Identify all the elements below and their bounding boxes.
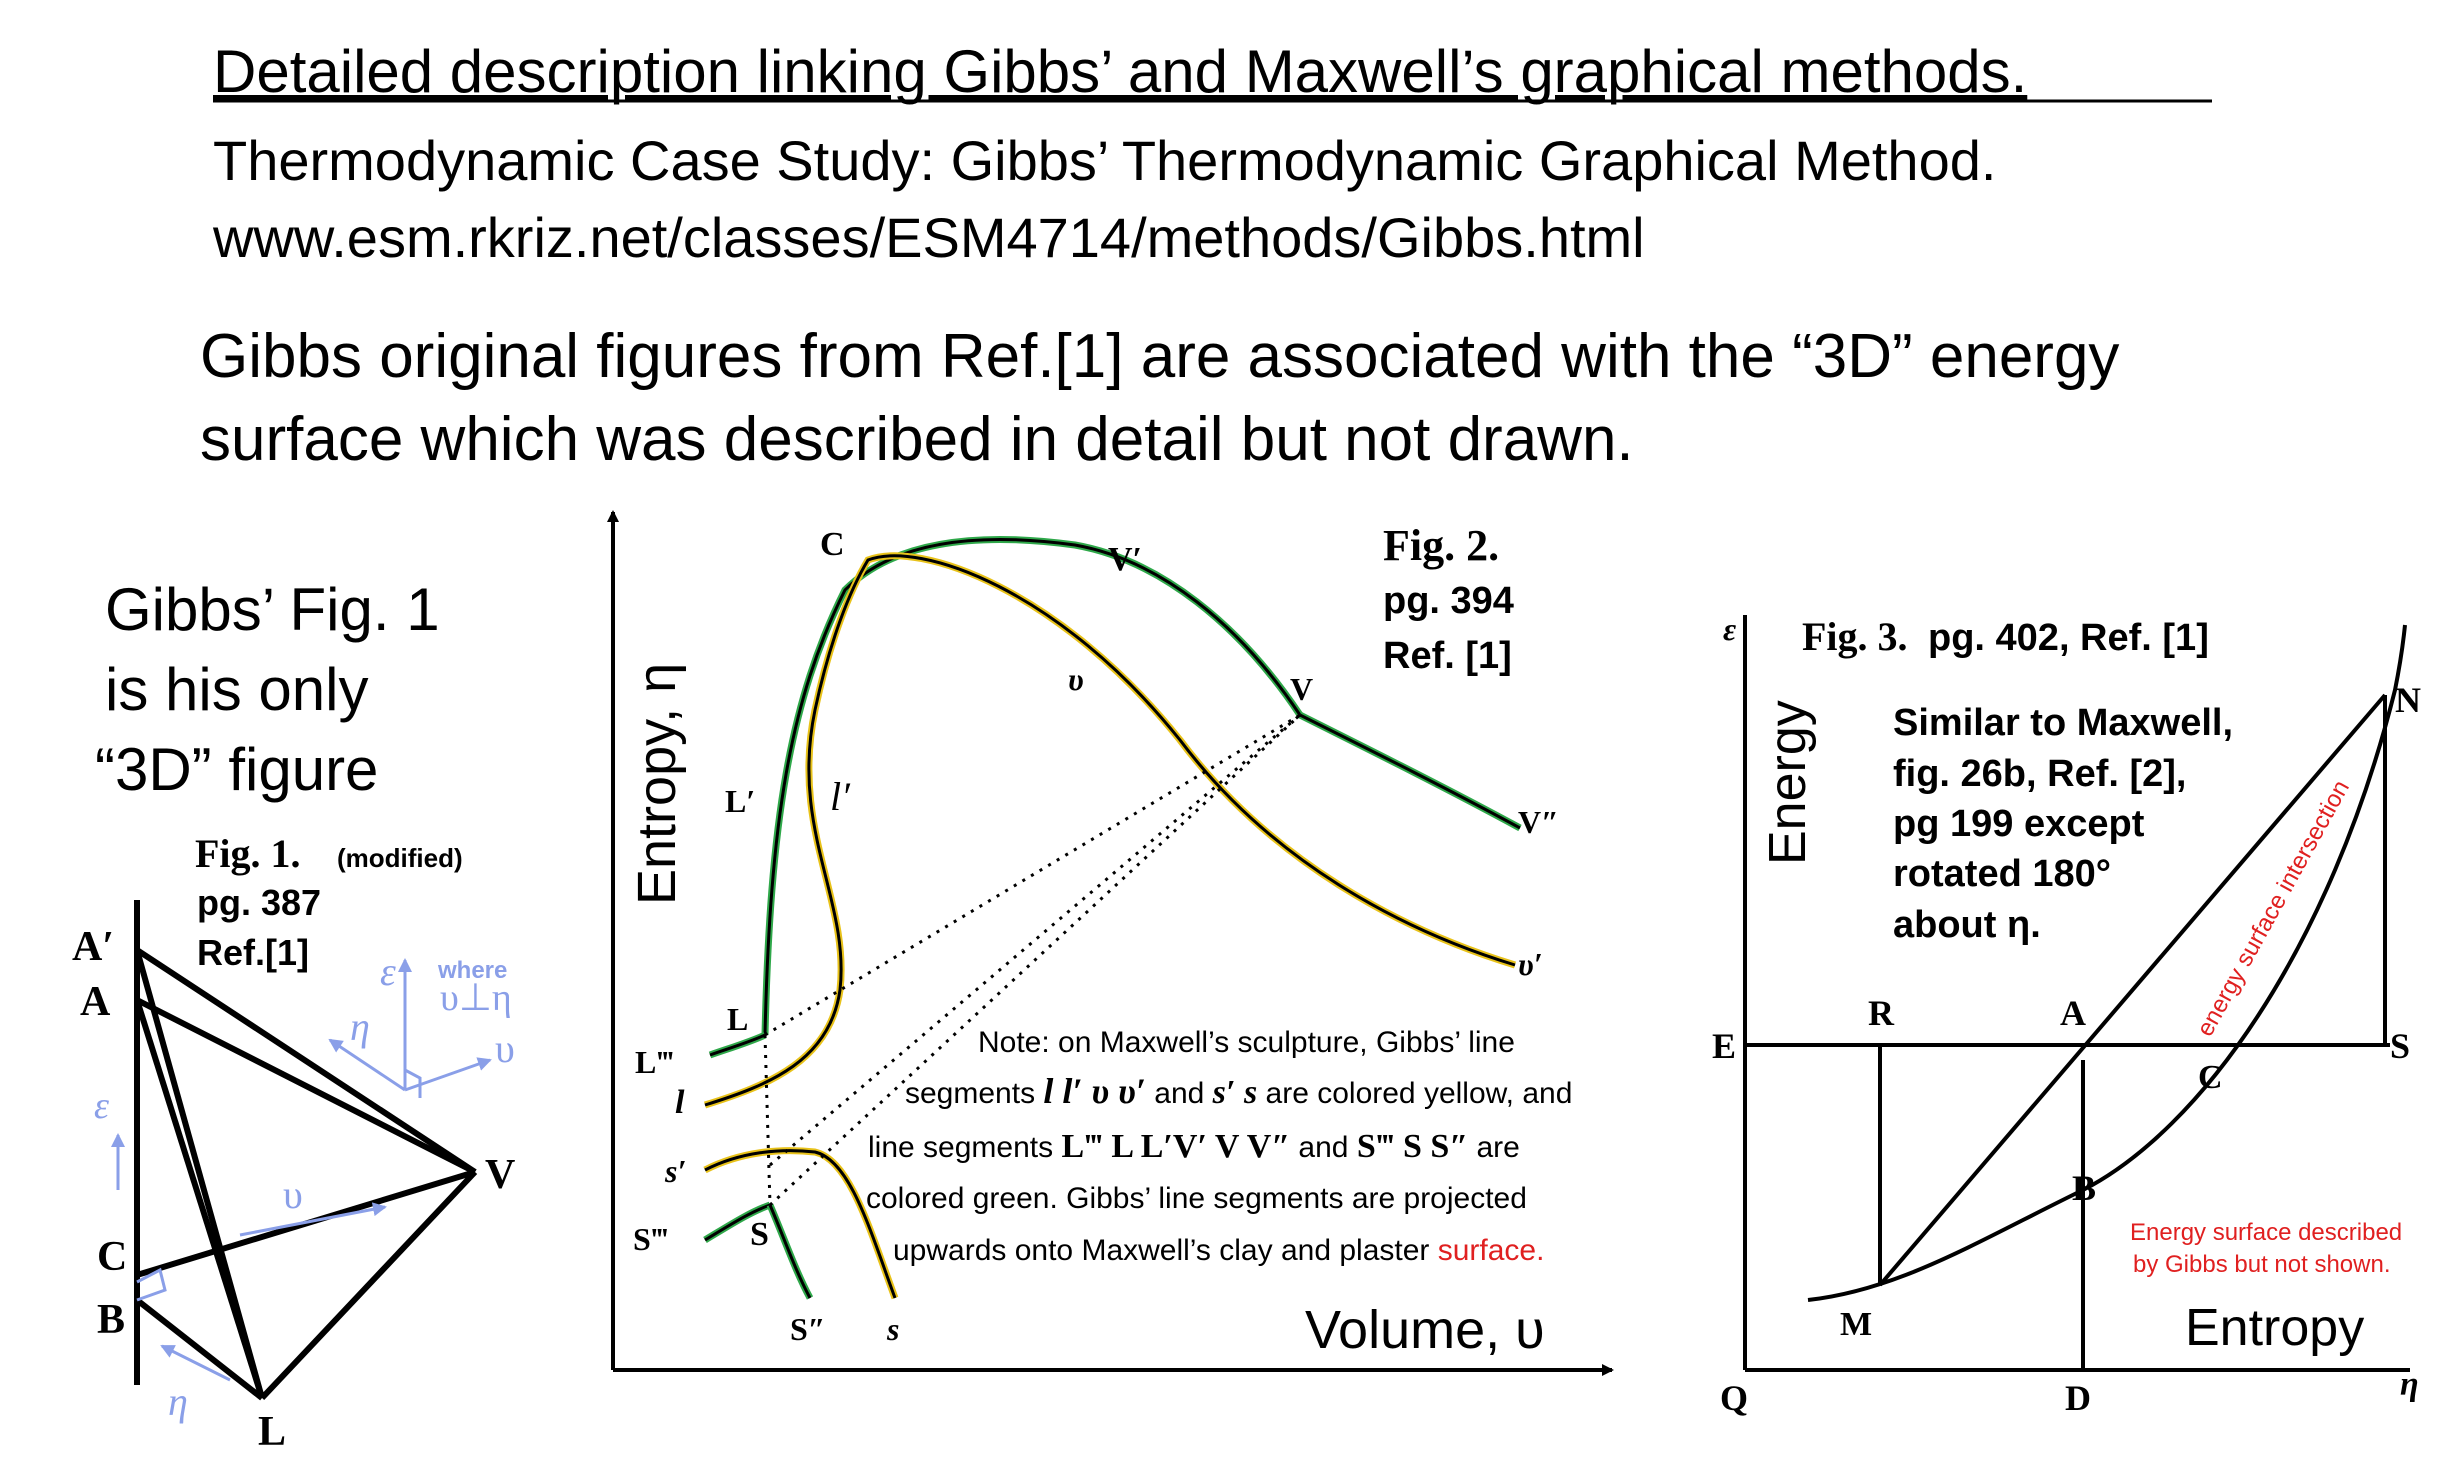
header-url: www.esm.rkriz.net/classes/ESM4714/methods/Gibbs.html	[213, 206, 1645, 269]
figure-2	[613, 512, 1612, 1370]
fig3-xlabel: Entropy	[2185, 1299, 2365, 1357]
fig2-note-line-4: colored green. Gibbs’ line segments are projected	[866, 1182, 1527, 1215]
fig3-desc-4: rotated 180°	[1893, 853, 2111, 895]
fig2-caption-ref: Ref. [1]	[1383, 635, 1512, 677]
fig2-point-lprime: l′	[830, 774, 850, 819]
fig3-point-A: A	[2060, 993, 2086, 1033]
fig3-point-M: M	[1840, 1306, 1873, 1343]
fig1-note-line-2: is his only	[105, 656, 369, 723]
fig3-point-E: E	[1712, 1026, 1737, 1066]
fig1-point-C: C	[97, 1234, 128, 1280]
fig2-point-s1: s′	[665, 1153, 687, 1189]
fig2-point-v2: υ′	[1518, 946, 1543, 982]
fig3-axis-eta: η	[2400, 1366, 2419, 1403]
fig1-edge-A-L	[137, 1000, 262, 1398]
fig3-desc-1: Similar to Maxwell,	[1893, 702, 2233, 744]
fig1-eta-label: η	[168, 1379, 188, 1424]
fig1-point-L: L	[258, 1409, 287, 1455]
fig2-curve-V-V2-black	[1300, 715, 1520, 828]
fig1-note-line-3: “3D” figure	[95, 736, 379, 803]
fig2-point-V: V	[1290, 671, 1314, 707]
fig3-desc-5: about η.	[1893, 904, 2041, 946]
fig1-triad-nu: υ	[495, 1026, 515, 1071]
intro-line-2: surface which was described in detail but not drawn.	[200, 405, 1634, 474]
fig1-nu-label: υ	[283, 1172, 303, 1217]
fig3-intersection-label: energy surface intersection	[2191, 775, 2355, 1041]
fig1-triad-eta: η	[350, 1004, 370, 1049]
fig2-point-Vprime: V′	[1108, 541, 1143, 578]
header-title: Detailed description linking Gibbs’ and Maxwell’s graphical methods.	[213, 38, 2028, 105]
fig1-caption-modified: (modified)	[337, 843, 463, 873]
fig3-desc-2: fig. 26b, Ref. [2],	[1893, 753, 2187, 795]
fig2-note-line-5: upwards onto Maxwell’s clay and plaster surface.	[893, 1234, 1545, 1267]
fig1-edge-B-L	[137, 1300, 262, 1398]
fig2-note	[866, 1026, 1572, 1267]
header	[200, 38, 2212, 474]
fig1-eps-label: ε	[94, 1085, 109, 1127]
fig3-axis-eps: ε	[1723, 611, 1737, 647]
fig2-point-C: C	[820, 526, 845, 563]
fig2-xlabel: Volume, υ	[1305, 1300, 1545, 1360]
fig3-point-B: B	[2072, 1168, 2097, 1208]
fig3-point-S: S	[2390, 1026, 2411, 1066]
fig1-caption-fig: Fig. 1.	[195, 831, 301, 876]
fig2-note-line-1: Note: on Maxwell’s sculpture, Gibbs’ line	[978, 1026, 1515, 1059]
fig2-point-v: υ	[1068, 661, 1084, 697]
fig3-red-note-2: by Gibbs but not shown.	[2133, 1251, 2391, 1278]
fig2-point-L: L	[727, 1001, 749, 1037]
fig1-caption-pg: pg. 387	[197, 882, 322, 923]
fig2-ylabel: Entropy, η	[627, 662, 687, 905]
fig2-point-S3: S‴	[633, 1221, 669, 1257]
fig2-point-s: s	[887, 1311, 900, 1347]
fig3-point-Q: Q	[1720, 1378, 1749, 1418]
fig3-caption-fig: Fig. 3.	[1802, 614, 1908, 659]
intro-line-1: Gibbs original figures from Ref.[1] are associated with the “3D” energy	[200, 322, 2120, 391]
fig3-ylabel: Energy	[1759, 700, 1817, 865]
fig2-caption-fig: Fig. 2.	[1383, 521, 1500, 570]
fig1-where: where	[438, 957, 508, 984]
fig3-point-N: N	[2395, 680, 2421, 720]
fig3-red-note-1: Energy surface described	[2130, 1219, 2403, 1246]
fig1-caption-ref: Ref.[1]	[197, 932, 310, 973]
fig1-point-A: A	[80, 979, 111, 1025]
fig1-note-line-1: Gibbs’ Fig. 1	[105, 576, 440, 643]
figure-3	[1712, 611, 2421, 1418]
fig2-note-line-2: segments l l′ υ υ′ and s′ s are colored yellow, and	[905, 1071, 1573, 1111]
fig2-point-V2: V″	[1518, 804, 1559, 840]
fig2-curve-S-S2-black	[770, 1205, 810, 1298]
fig2-curve-L3-L-black	[710, 1035, 765, 1055]
fig2-caption-pg: pg. 394	[1383, 580, 1514, 622]
fig2-point-L3: L‴	[635, 1044, 675, 1080]
fig1-triad-eps: ε	[380, 949, 396, 994]
fig2-point-S: S	[750, 1216, 769, 1253]
fig3-point-D: D	[2065, 1378, 2091, 1418]
fig2-point-S2: S″	[790, 1311, 826, 1347]
fig1-perp: υ⊥η	[440, 977, 512, 1019]
fig2-point-Lprime: L′	[725, 783, 756, 819]
figure-1	[72, 576, 515, 1455]
fig3-caption-rest: pg. 402, Ref. [1]	[1928, 617, 2209, 659]
fig3-desc-3: pg 199 except	[1893, 803, 2145, 845]
fig1-point-V: V	[485, 1152, 516, 1198]
fig3-point-R: R	[1868, 993, 1894, 1033]
fig3-point-C: C	[2198, 1059, 2223, 1096]
fig2-note-line-3: line segments L‴ L L′V′ V V″ and S‴ S S″ are	[868, 1128, 1520, 1165]
fig1-point-B: B	[97, 1297, 126, 1343]
fig1-nu-arrow	[240, 1207, 385, 1235]
fig1-point-Aprime: A′	[72, 924, 115, 970]
fig1-edge-A-V	[137, 1000, 475, 1172]
fig2-point-l: l	[675, 1084, 685, 1121]
header-subtitle: Thermodynamic Case Study: Gibbs’ Thermodynamic Graphical Method.	[213, 129, 1997, 192]
